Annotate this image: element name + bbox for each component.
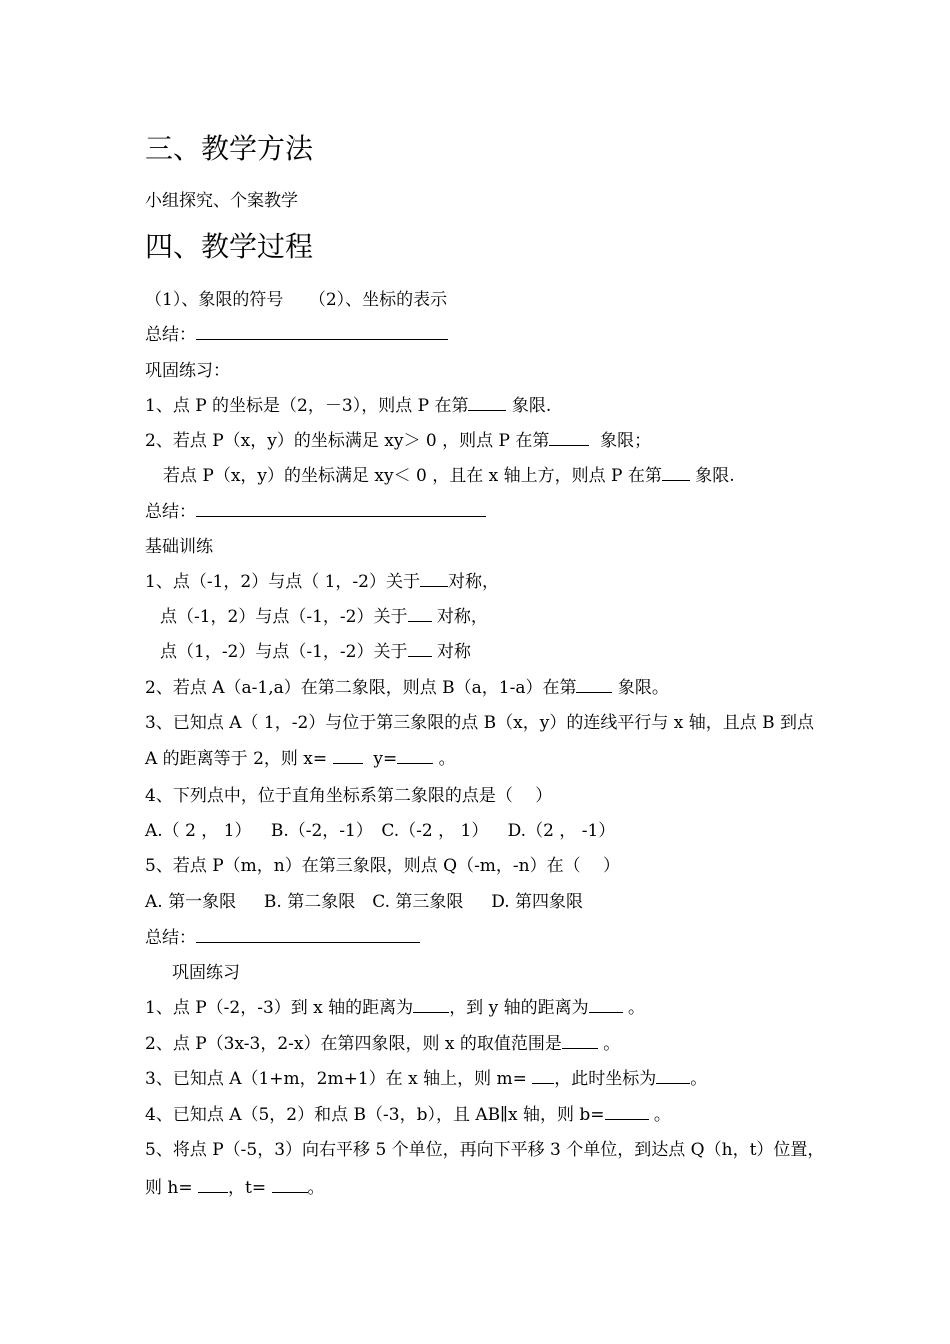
answer-blank [196, 502, 486, 517]
answer-blank [656, 1069, 690, 1084]
summary-label: 总结： [145, 325, 196, 345]
section-4-title: 四、教学过程 [145, 230, 314, 263]
answer-blank [196, 325, 448, 340]
answer-blank [549, 431, 589, 446]
answer-blank [468, 396, 506, 411]
text-span: 象限. [689, 466, 735, 486]
text-span: 。 [690, 1069, 708, 1089]
text-span: 。 [597, 1034, 621, 1054]
answer-blank [408, 607, 432, 622]
text-span: y= [362, 749, 398, 769]
summary-label: 总结： [145, 928, 196, 948]
answer-blank [397, 749, 433, 764]
answer-blank [408, 642, 432, 657]
text-line: 基础训练 [145, 537, 213, 557]
text-line [160, 642, 471, 662]
text-line [160, 607, 488, 627]
answer-blank [196, 928, 420, 943]
text-span: ，此时坐标为 [554, 1069, 657, 1089]
text-span: 2、若点 P（x，y）的坐标满足 xy＞ 0 ，则点 P 在第 [145, 431, 550, 451]
text-span: ，到 y 轴的距离为 [449, 998, 589, 1018]
answer-blank [272, 1178, 308, 1193]
text-line [145, 1178, 325, 1198]
choice-options: A.（ 2 ， 1） B.（-2，-1） C.（-2 ， 1） D.（2 ， -1） [145, 821, 616, 841]
answer-blank [605, 1105, 649, 1120]
text-span: 4、已知点 A（5，2）和点 B（-3，b），且 AB∥x 轴，则 b= [145, 1105, 605, 1125]
text-line: 5、若点 P（m，n）在第三象限，则点 Q（-m，-n）在（ ） [145, 856, 621, 876]
answer-blank [589, 998, 623, 1013]
text-line [145, 325, 448, 345]
text-span: 对称 [431, 642, 471, 662]
text-span: 3、已知点 A（1+m，2m+1）在 x 轴上，则 m= [145, 1069, 533, 1089]
text-line [145, 1034, 620, 1054]
text-line: 巩固练习： [145, 361, 230, 381]
text-line: 5、将点 P（-5，3）向右平移 5 个单位，再向下平移 3 个单位，到达点 Q（h，t）位置， [145, 1140, 825, 1160]
text-line: （1）、象限的符号 （2）、坐标的表示 [145, 290, 448, 310]
text-line: 4、下列点中，位于直角坐标系第二象限的点是（ ） [145, 786, 553, 806]
text-line [145, 502, 486, 522]
section-3-body: 小组探究、个案教学 [145, 191, 298, 211]
text-span: 1、点 P（-2，-3）到 x 轴的距离为 [145, 998, 414, 1018]
answer-blank [576, 678, 612, 693]
text-span: 。 [648, 1105, 671, 1125]
answer-blank [562, 1034, 598, 1049]
text-line [145, 1069, 707, 1089]
text-span: 象限； [589, 431, 652, 451]
answer-blank [420, 572, 448, 587]
text-line: 3、已知点 A（ 1，-2）与位于第三象限的点 B（x，y）的连线平行与 x 轴，且点 B 到点 [145, 713, 815, 733]
text-line [145, 749, 456, 769]
text-line [163, 466, 735, 486]
text-span: 象限. [506, 396, 552, 416]
answer-blank [198, 1178, 228, 1193]
text-span: 象限。 [612, 678, 669, 698]
text-line [145, 998, 645, 1018]
summary-label: 总结： [145, 502, 196, 522]
text-span: 对称， [447, 572, 499, 592]
text-line [145, 1105, 671, 1125]
section-3-title: 三、教学方法 [145, 132, 314, 165]
text-span: 2、点 P（3x-3，2-x）在第四象限，则 x 的取值范围是 [145, 1034, 562, 1054]
text-span: 则 h= [145, 1178, 199, 1198]
answer-blank [333, 749, 363, 764]
text-line [145, 396, 551, 416]
text-span: 。 [307, 1178, 325, 1198]
text-line [145, 572, 499, 592]
text-span: 。 [622, 998, 646, 1018]
text-span: 1、点（-1，2）与点（ 1，-2）关于 [145, 572, 420, 592]
text-span: 点（-1，2）与点（-1，-2）关于 [160, 607, 408, 627]
answer-blank [662, 466, 690, 481]
choice-options: A. 第一象限 B. 第二象限 C. 第三象限 D. 第四象限 [145, 892, 584, 912]
text-line [145, 431, 651, 451]
answer-blank [532, 1069, 554, 1084]
text-span: 对称， [431, 607, 488, 627]
text-span: A 的距离等于 2，则 x= [145, 749, 333, 769]
text-line: 巩固练习 [172, 963, 240, 983]
text-span: 2、若点 A（a-1,a）在第二象限，则点 B（a，1-a）在第 [145, 678, 577, 698]
text-span: 。 [433, 749, 456, 769]
answer-blank [413, 998, 449, 1013]
text-span: ，t= [228, 1178, 272, 1198]
text-line [145, 678, 669, 698]
text-line [145, 928, 420, 948]
text-span: 1、点 P 的坐标是（2，－3），则点 P 在第 [145, 396, 469, 416]
text-span: 点（1，-2）与点（-1，-2）关于 [160, 642, 408, 662]
text-span: 若点 P（x，y）的坐标满足 xy＜ 0 ，且在 x 轴上方，则点 P 在第 [163, 466, 662, 486]
